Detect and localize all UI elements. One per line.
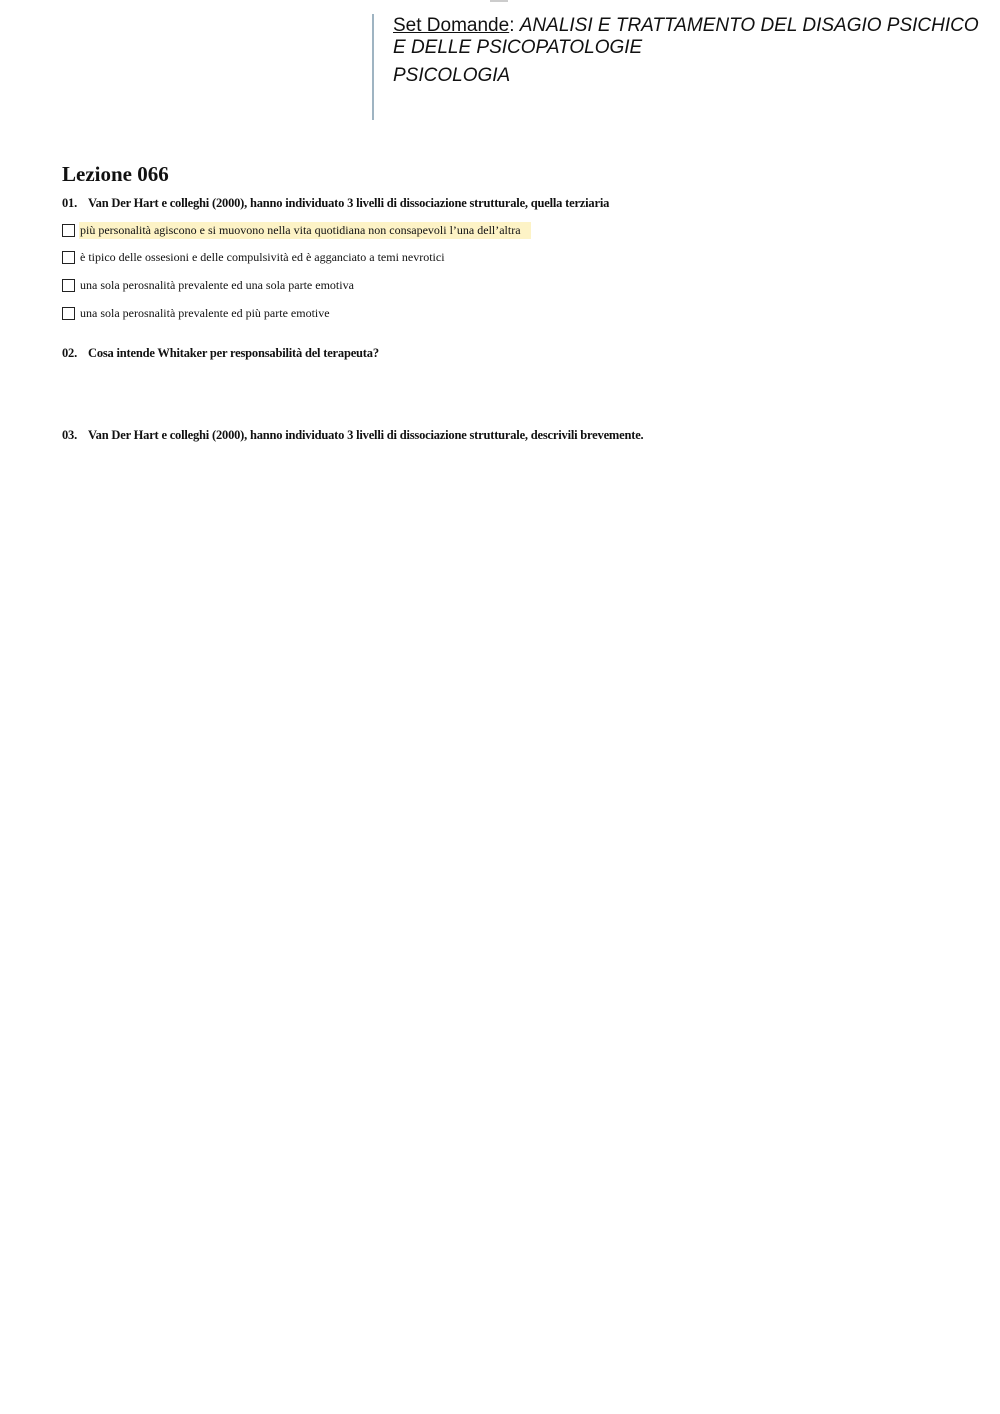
question-number: 02. (62, 346, 78, 360)
question-01 (62, 196, 609, 211)
answer-text: è tipico delle ossesioni e delle compulsività ed è agganciato a temi nevrotici (80, 249, 445, 264)
question-03 (62, 428, 643, 443)
set-domande-label: Set Domande (393, 15, 510, 36)
page-top-mark (490, 0, 508, 2)
answer-option-1[interactable] (62, 222, 531, 238)
question-text: Cosa intende Whitaker per responsabilità del terapeuta? (88, 346, 379, 360)
question-text: Van Der Hart e colleghi (2000), hanno individuato 3 livelli di dissociazione strutturale, descrivili brevemente. (88, 428, 644, 442)
header-colon: : (509, 15, 520, 36)
question-number: 03. (62, 428, 78, 442)
answer-checkbox[interactable] (62, 307, 75, 320)
document-header (372, 14, 992, 120)
answer-checkbox[interactable] (62, 251, 75, 264)
answer-checkbox[interactable] (62, 279, 75, 292)
question-text: Van Der Hart e colleghi (2000), hanno individuato 3 livelli di dissociazione strutturale, quella terziaria (88, 196, 610, 210)
question-02 (62, 346, 379, 361)
course-title: ANALISI E TRATTAMENTO DEL DISAGIO PSICHICO E DELLE PSICOPATOLOGIE (393, 15, 979, 58)
answer-option-3[interactable] (62, 277, 364, 293)
lesson-title: Lezione 066 (62, 162, 169, 186)
answer-option-4[interactable] (62, 305, 340, 321)
answer-text: più personalità agiscono e si muovono nella vita quotidiana non consapevoli l’una dell’altra (79, 222, 531, 239)
answer-option-2[interactable] (62, 249, 455, 265)
header-course-line (393, 15, 992, 59)
question-number: 01. (62, 196, 78, 210)
subject-title: PSICOLOGIA (393, 65, 511, 86)
answer-text: una sola perosnalità prevalente ed una sola parte emotiva (80, 277, 354, 292)
answer-text: una sola perosnalità prevalente ed più parte emotive (80, 305, 330, 320)
answer-checkbox[interactable] (62, 224, 75, 237)
